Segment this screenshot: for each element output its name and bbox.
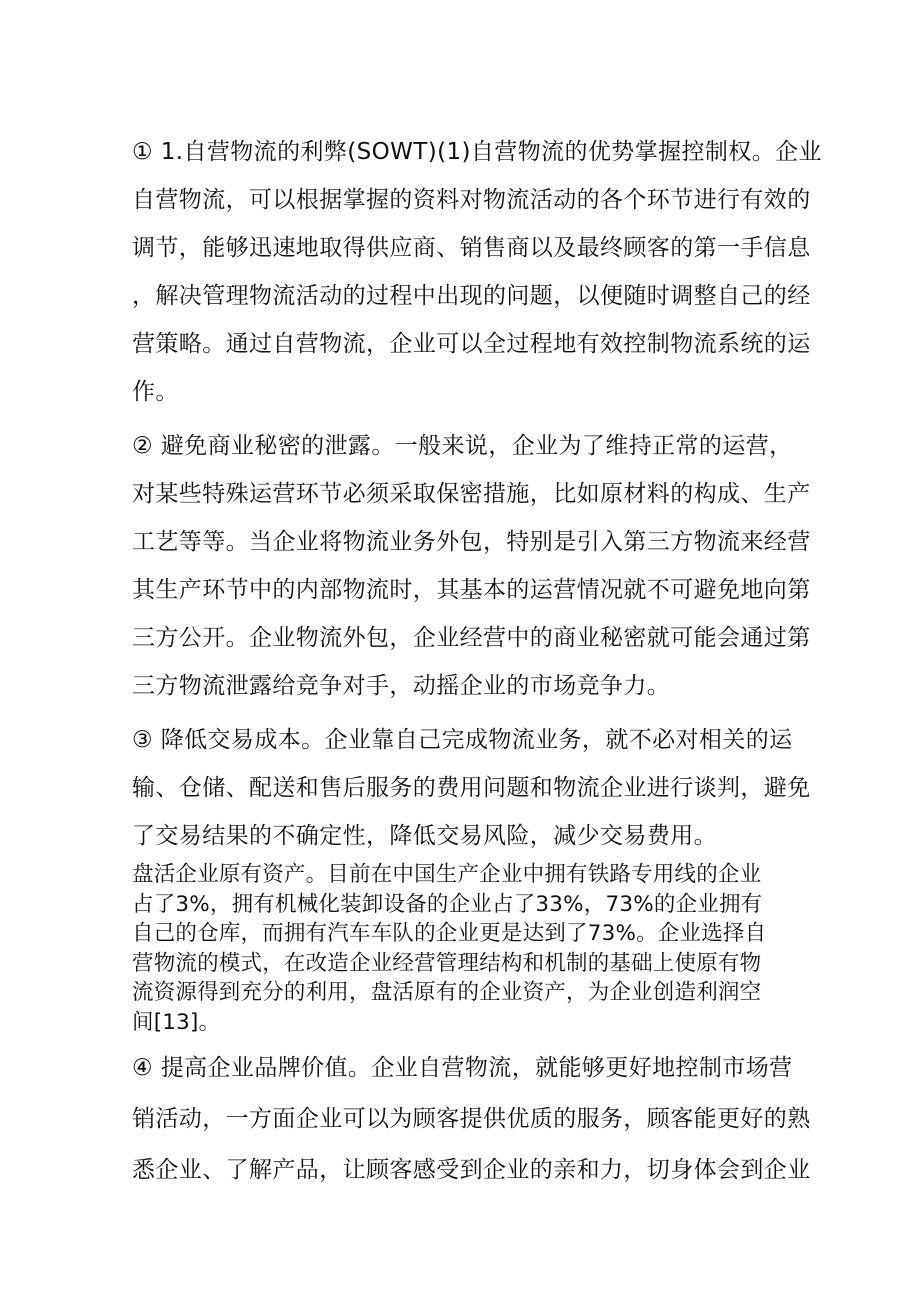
- paragraph-5: [132, 1043, 811, 1196]
- text-line: ② 避免商业秘密的泄露。一般来说，企业为了维持正常的运营，: [132, 433, 793, 459]
- text-line: ① 1.自营物流的利弊(SOWT)(1)自营物流的优势掌握控制权。企业: [132, 139, 822, 165]
- text-line: 了交易结果的不确定性，降低交易风险，减少交易费用。: [132, 823, 717, 849]
- text-line: 对某些特殊运营环节必须采取保密措施，比如原材料的构成、生产: [132, 481, 811, 507]
- text-line: 三方公开。企业物流外包，企业经营中的商业秘密就可能会通过第: [132, 625, 811, 651]
- text-line: ，解决管理物流活动的过程中出现的问题，以便随时调整自己的经: [132, 283, 811, 309]
- text-line: 其生产环节中的内部物流时，其基本的运营情况就不可避免地向第: [132, 577, 811, 603]
- text-line: 悉企业、了解产品，让顾客感受到企业的亲和力，切身体会到企业: [132, 1157, 811, 1183]
- text-line: ③ 降低交易成本。企业靠自己完成物流业务，就不必对相关的运: [132, 727, 793, 753]
- text-line: 自己的仓库，而拥有汽车车队的企业更是达到了73%。企业选择自: [132, 921, 767, 946]
- text-line: 作。: [132, 379, 179, 405]
- text-line: 占了3%，拥有机械化装卸设备的企业占了33%，73%的企业拥有: [132, 891, 763, 917]
- text-line: 营物流的模式，在改造企业经营管理结构和机制的基础上使原有物: [132, 950, 762, 976]
- text-line: 销活动，一方面企业可以为顾客提供优质的服务，顾客能更好的熟: [132, 1106, 811, 1132]
- text-line: 调节，能够迅速地取得供应商、销售商以及最终顾客的第一手信息: [132, 235, 811, 261]
- text-line: 盘活企业原有资产。目前在中国生产企业中拥有铁路专用线的企业: [132, 862, 762, 887]
- paragraph-1: [132, 128, 822, 416]
- paragraph-4: [132, 860, 792, 1037]
- text-line: 工艺等等。当企业将物流业务外包，特别是引入第三方物流来经营: [132, 529, 811, 555]
- text-line: ④ 提高企业品牌价值。企业自营物流，就能够更好地控制市场营: [132, 1055, 793, 1081]
- paragraph-2: [132, 422, 811, 710]
- text-line: 自营物流，可以根据掌握的资料对物流活动的各个环节进行有效的: [132, 187, 811, 213]
- text-line: 三方物流泄露给竞争对手，动摇企业的市场竞争力。: [132, 673, 671, 699]
- text-line: 营策略。通过自营物流，企业可以全过程地有效控制物流系统的运: [132, 331, 811, 357]
- text-line: 输、仓储、配送和售后服务的费用问题和物流企业进行谈判，避免: [132, 775, 811, 801]
- document-body: [132, 128, 822, 1196]
- paragraph-3: [132, 716, 811, 860]
- text-line: 流资源得到充分的利用，盘活原有的企业资产，为企业创造利润空: [132, 980, 762, 1005]
- text-line: 间[13]。: [132, 1009, 221, 1035]
